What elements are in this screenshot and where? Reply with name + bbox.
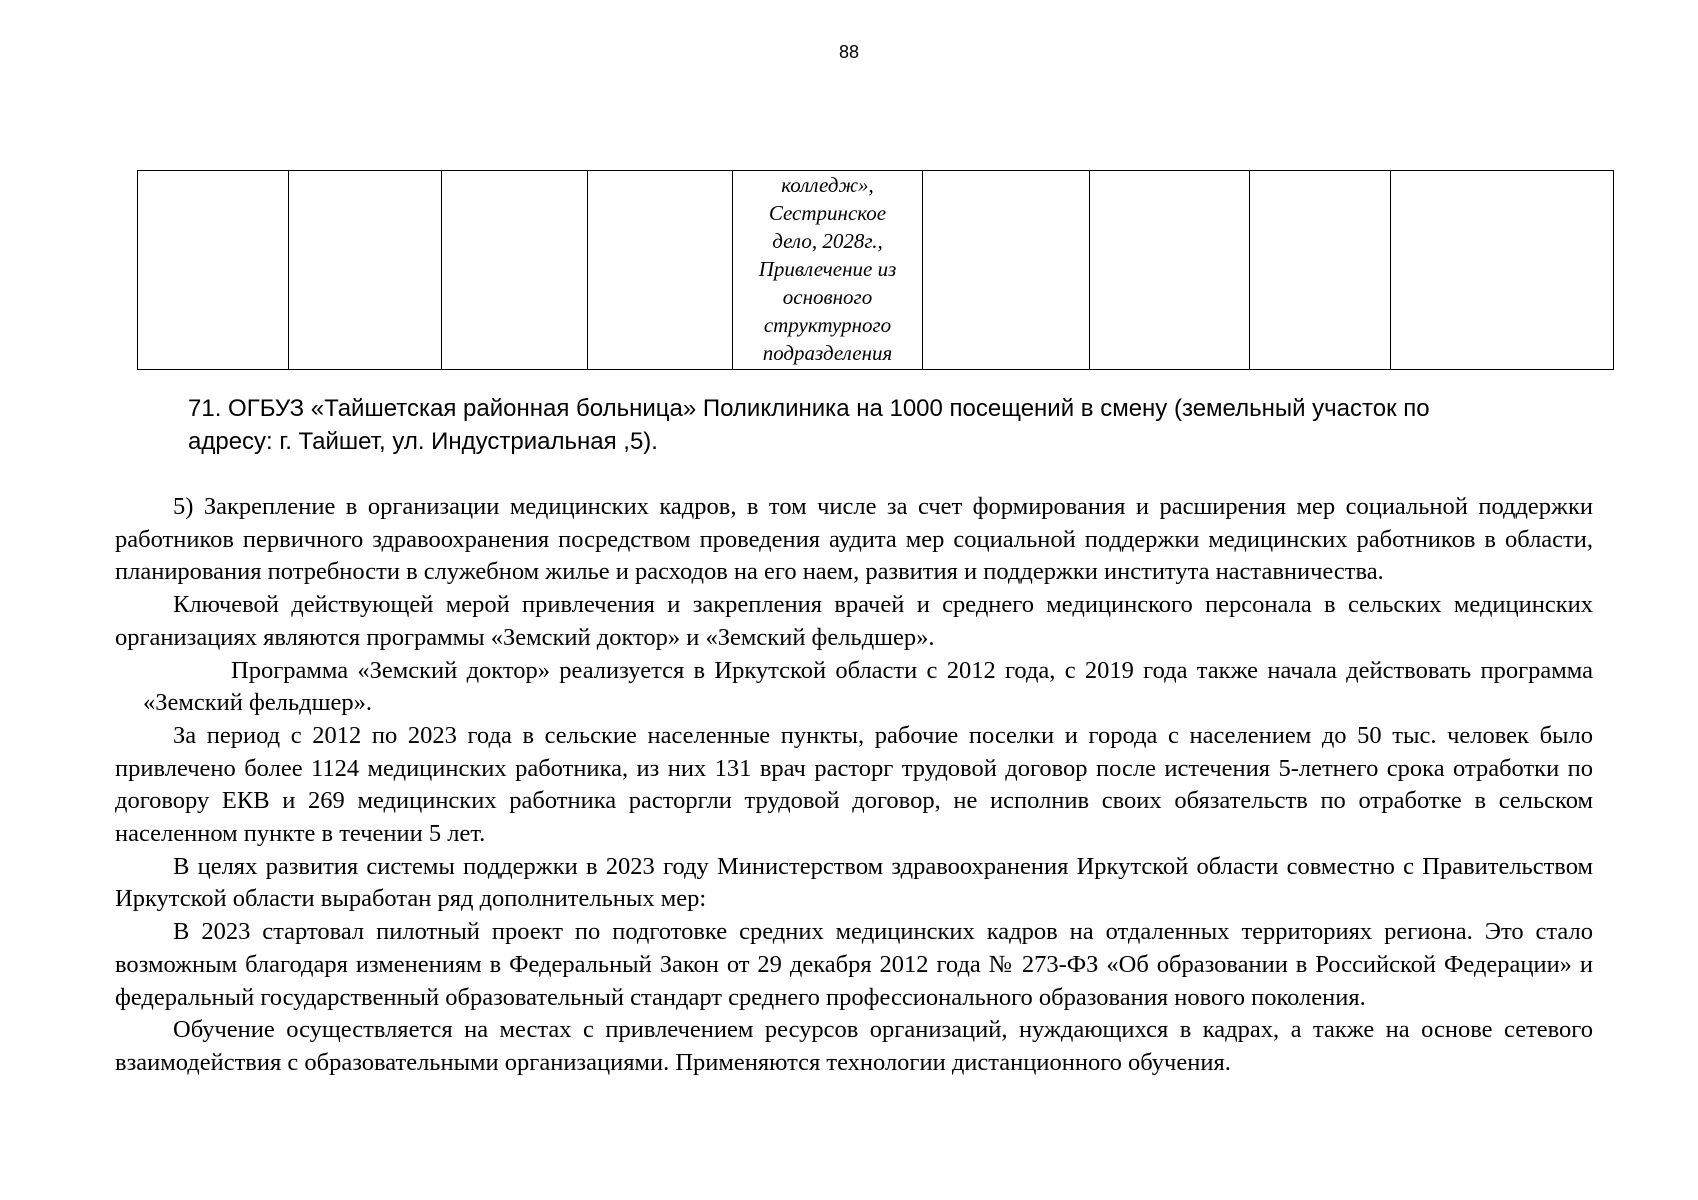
table-cell (1250, 171, 1391, 370)
paragraph-training: Обучение осуществляется на местах с привлечением ресурсов организаций, нуждающихся в кадрах, а также на основе сетевого взаимодействия с образовательными организациями. Применяются технологии дистанционного обучения. (115, 1016, 1593, 1076)
cell-line: Привлечение из (758, 257, 897, 281)
cell-line: основного (782, 285, 873, 309)
paragraph-key-measure: Ключевой действующей мерой привлечения и закрепления врачей и среднего медицинского персонала в сельских медицинских организациях являются программы «Земский доктор» и «Земский фельдшер». (115, 591, 1593, 651)
table-cell (289, 171, 442, 370)
item-71 (188, 392, 1588, 458)
table-cell (588, 171, 733, 370)
item-71-line2: адресу: г. Тайшет, ул. Индустриальная ,5). (188, 428, 658, 455)
paragraph-5-retention: 5) Закрепление в организации медицинских кадров, в том числе за счет формирования и расширения мер социальной поддержки работников первичного здравоохранения посредством проведения аудита мер социальной поддержки медицинских работников в области, планирования потребности в служебном жилье и расходов на его наем, развития и поддержки института наставничества. (115, 493, 1593, 586)
table-cell (138, 171, 289, 370)
cell-line: подразделения (762, 341, 893, 365)
table-cell-training-info (733, 171, 923, 370)
continued-table (137, 170, 1614, 370)
paragraph-support-system: В целях развития системы поддержки в 2023 году Министерством здравоохранения Иркутской области совместно с Правительством Иркутской области выработан ряд дополнительных мер: (115, 852, 1593, 913)
cell-line: Сестринское (768, 201, 887, 225)
table-cell (442, 171, 588, 370)
table-row (138, 171, 1614, 370)
page-number: 88 (838, 42, 860, 62)
table-cell (923, 171, 1090, 370)
item-71-line1: 71. ОГБУЗ «Тайшетская районная больница» Поликлиника на 1000 посещений в смену (земельный участок по (188, 395, 1430, 422)
paragraph-period-stats: За период с 2012 по 2023 года в сельские населенные пункты, рабочие поселки и города с населением до 50 тыс. человек было привлечено более 1124 медицинских работника, из них 131 врач расторг трудовой договор после истечения 5-летнего срока отработки по договору ЕКВ и 269 медицинских работника расторгли трудовой договор, не исполнив своих обязательств по отработке в сельском населенном пункте в течении 5 лет. (115, 721, 1593, 848)
table-cell (1391, 171, 1614, 370)
table-cell (1090, 171, 1250, 370)
body-text (115, 491, 1593, 1080)
paragraph-pilot-project: В 2023 стартовал пилотный проект по подготовке средних медицинских кадров на отдаленных территориях региона. Это стало возможным благодаря изменениям в Федеральный Закон от 29 декабря 2012 года № 273-ФЗ «Об образовании в Российской Федерации» и федеральный государственный образовательный стандарт среднего профессионального образования нового поколения. (115, 918, 1593, 1011)
cell-line: колледж», (781, 173, 874, 197)
cell-line: дело, 2028г., (772, 229, 883, 253)
paragraph-zemsky-program: Программа «Земский доктор» реализуется в Иркутской области с 2012 года, с 2019 года также начала действовать программа «Земский фельдшер». (143, 656, 1593, 717)
cell-line: структурного (763, 313, 892, 337)
